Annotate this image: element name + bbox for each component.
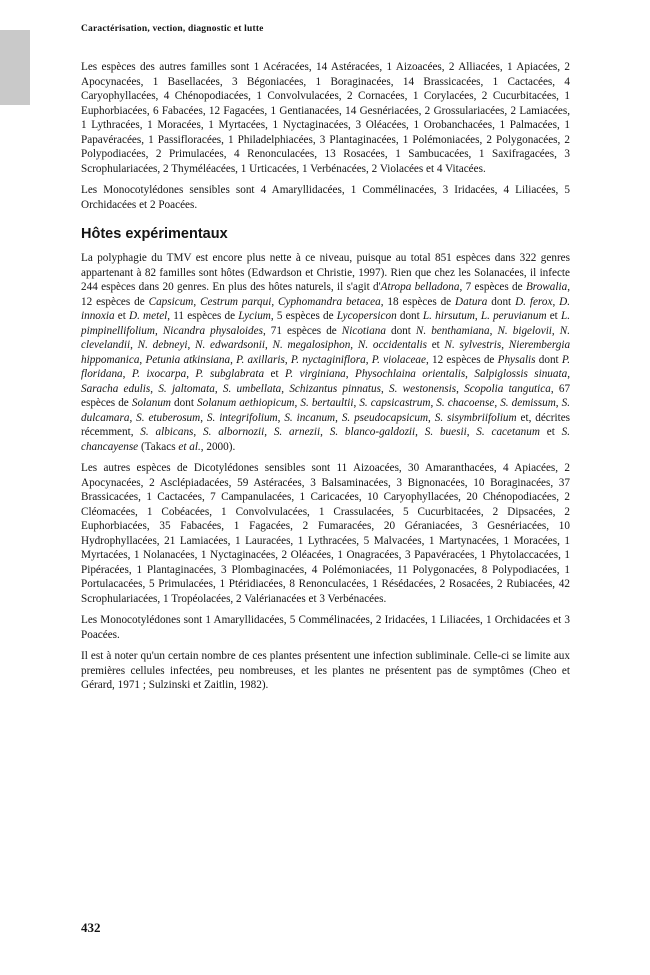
paragraph-infection-subliminale: Il est à noter qu'un certain nombre de ces plantes présentent une infection subliminale. Celle-ci se limite aux premières cellules infectées, peu nombreuses, et les plantes ne présentent pas de symptômes (Cheo et Gérard, 1971 ; Sulzinski et Zaitlin, 1982). <box>81 650 570 691</box>
paragraph-monocot-sensibles: Les Monocotylédones sensibles sont 4 Amaryllidacées, 1 Commélinacées, 3 Iridacées, 4 Liliacées, 5 Orchidacées et 2 Poacées. <box>81 184 570 211</box>
paragraph-monocot: Les Monocotylédones sont 1 Amaryllidacées, 5 Commélinacées, 2 Iridacées, 1 Liliacées, 1 Orchidacées et 3 Poacées. <box>81 614 570 641</box>
chapter-tab-marker <box>0 30 30 105</box>
text-block <box>81 60 570 700</box>
paragraph-dicot-sensibles: Les autres espèces de Dicotylédones sensibles sont 11 Aizoacées, 30 Amaranthacées, 4 Apiacées, 2 Apocynacées, 2 Asclépiadacées, 59 Astéracées, 3 Balsaminacées, 3 Bignonacées, 10 Boraginacées, 37 Brassicacées, 1 Cactacées, 7 Campanulacées, 1 Caricacées, 10 Caryophyllacées, 20 Chénopodiacées, 2 Cléomacées, 1 Cobéacées, 1 Convolvulacées, 1 Crassulacées, 5 Cucurbitacées, 2 Dipsacées, 2 Euphorbiacées, 35 Fabacées, 1 Fagacées, 2 Fumaracées, 20 Géraniacées, 3 Gesnériacées, 10 Hydrophyllacées, 21 Lamiacées, 1 Lauracées, 1 Lythracées, 5 Malvacées, 1 Martynacées, 1 Moracées, 1 Myrtacées, 1 Nolanacées, 1 Nyctaginacées, 2 Oléacées, 1 Onagracées, 3 Papavéracées, 1 Phytolaccacées, 1 Pipéracées, 1 Plantaginacées, 3 Plombaginacées, 4 Polémoniacées, 11 Polygonacées, 8 Polypodiacées, 1 Portulacacées, 5 Primulacées, 1 Ptéridiacées, 8 Renonculacées, 1 Résédacées, 2 Rosacées, 2 Rubiacées, 42 Scrophulariacées, 1 Tropéolacées, 2 Valérianacées et 3 Verbénacées. <box>81 462 570 605</box>
paragraph-other-families: Les espèces des autres familles sont 1 Acéracées, 14 Astéracées, 1 Aizoacées, 2 Alliacées, 1 Apiacées, 2 Apocynacées, 1 Basellacées, 3 Bégoniacées, 1 Boraginacées, 14 Brassicacées, 1 Cactacées, 4 Caryophyllacées, 4 Chénopodiacées, 1 Convolvulacées, 2 Cornacées, 1 Corylacées, 2 Cucurbitacées, 1 Euphorbiacées, 6 Fabacées, 12 Fagacées, 1 Gentianacées, 14 Gesnériacées, 2 Grossulariacées, 2 Lamiacées, 1 Lythracées, 1 Moracées, 1 Myrtacées, 1 Nyctaginacées, 3 Oléacées, 1 Orobanchacées, 1 Palmacées, 1 Papavéracées, 1 Passifloracées, 1 Philadelphiacées, 3 Plantaginacées, 1 Polémoniacées, 2 Polygonacées, 2 Polypodiacées, 2 Primulacées, 4 Renonculacées, 13 Rosacées, 1 Sambucacées, 1 Saxifragacées, 3 Scrophulariacées, 2 Thyméléacées, 1 Urticacées, 1 Verbénacées, 2 Violacées et 4 Vitacées. <box>81 61 570 175</box>
section-heading-experimental-hosts: Hôtes expérimentaux <box>81 226 228 242</box>
paragraph-polyphagie-tmv: La polyphagie du TMV est encore plus nette à ce niveau, puisque au total 851 espèces dans 322 genres appartenant à 82 familles sont hôtes (Edwardson et Christie, 1997). Rien que chez les Solanacées, il infecte 244 espèces dans 20 genres. En plus des hôtes naturels, il s'agit d'Atropa belladona, 7 espèces de Browalia, 12 espèces de Capsicum, Cestrum parqui, Cyphomandra betacea, 18 espèces de Datura dont D. ferox, D. innoxia et D. metel, 11 espèces de Lycium, 5 espèces de Lycopersicon dont L. hirsutum, L. peruvianum et L. pimpinellifolium, Nicandra physaloides, 71 espèces de Nicotiana dont N. benthamiana, N. bigelovii, N. clevelandii, N. debneyi, N. edwardsonii, N. megalosiphon, N. occidentalis et N. sylvestris, Nierembergia hippomanica, Petunia atkinsiana, P. axillaris, P. nyctaginiflora, P. violaceae, 12 espèces de Physalis dont P. floridana, P. ixocarpa, P. subglabrata et P. virginiana, Physochlaina orientalis, Salpiglossis sinuata, Saracha edulis, S. jaltomata, S. umbellata, Schizantus pinnatus, S. westonensis, Scopolia tangutica, 67 espèces de Solanum dont Solanum aethiopicum, S. bertaultii, S. capsicastrum, S. chacoense, S. demissum, S. dulcamara, S. etuberosum, S. integrifolium, S. incanum, S. pseudocapsicum, S. sisymbriifolium et, décrites récemment, S. albicans, S. albornozii, S. arnezii, S. blanco-galdozii, S. buesii, S. cacetanum et S. chancayense (Takacs et al., 2000). <box>81 252 571 453</box>
page-number: 432 <box>81 920 101 935</box>
running-header: Caractérisation, vection, diagnostic et lutte <box>81 24 264 34</box>
